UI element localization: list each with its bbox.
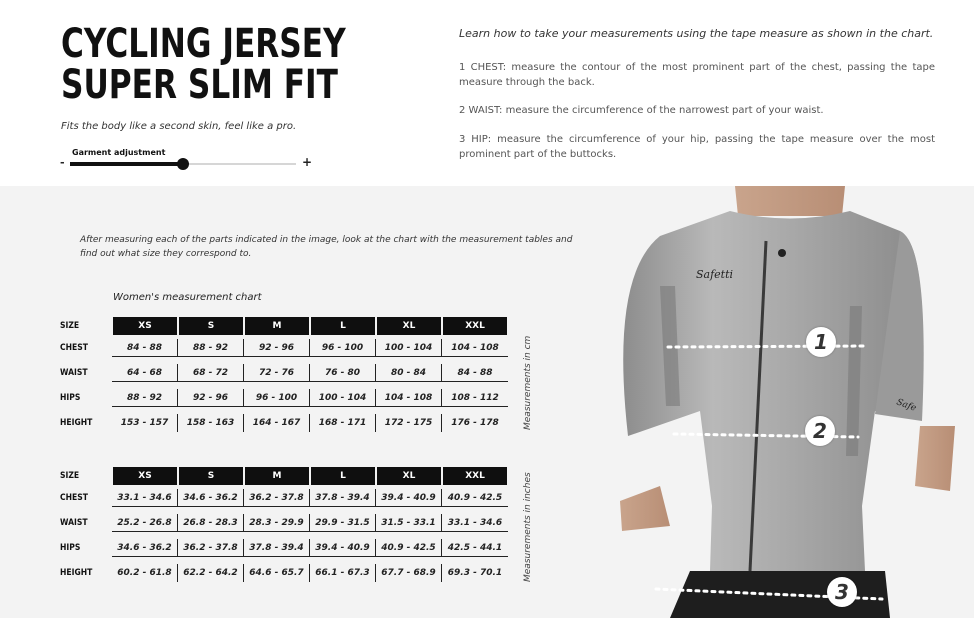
table-cell: 100 - 104 bbox=[310, 389, 376, 407]
row-label-chest: CHEST bbox=[60, 343, 88, 353]
table-cell: 158 - 163 bbox=[178, 414, 244, 432]
table-cell: 84 - 88 bbox=[442, 364, 508, 382]
table-cell: 33.1 - 34.6 bbox=[112, 489, 178, 507]
table-cell: 26.8 - 28.3 bbox=[178, 514, 244, 532]
table-cell: 92 - 96 bbox=[244, 339, 310, 357]
size-header-xl: XL bbox=[377, 317, 441, 335]
row-label-chest: CHEST bbox=[60, 493, 88, 503]
table-cell: 62.2 - 64.2 bbox=[178, 564, 244, 582]
right-forearm bbox=[915, 426, 955, 491]
model-photo bbox=[600, 186, 974, 618]
size-row-label: SIZE bbox=[60, 471, 80, 481]
size-header-xxl: XXL bbox=[443, 317, 507, 335]
table-cell: 84 - 88 bbox=[112, 339, 178, 357]
table-cell: 88 - 92 bbox=[178, 339, 244, 357]
title-line-1: CYCLING JERSEY bbox=[61, 21, 346, 67]
table-cell: 104 - 108 bbox=[442, 339, 508, 357]
table-cell: 96 - 100 bbox=[244, 389, 310, 407]
row-label-waist: WAIST bbox=[60, 368, 88, 378]
size-header-m: M bbox=[245, 467, 309, 485]
table-cell: 64 - 68 bbox=[112, 364, 178, 382]
unit-label-inches: Measurements in inches bbox=[523, 472, 533, 582]
table-cell: 37.8 - 39.4 bbox=[244, 539, 310, 557]
table-cell: 40.9 - 42.5 bbox=[442, 489, 508, 507]
table-cell: 172 - 175 bbox=[376, 414, 442, 432]
howto-title: Learn how to take your measurements using the tape measure as shown in the chart. bbox=[459, 27, 934, 40]
howto-hip: 3 HIP: measure the circumference of your hip, passing the tape measure over the most prominent part of the buttocks. bbox=[459, 134, 935, 160]
table-cell: 72 - 76 bbox=[244, 364, 310, 382]
size-header-s: S bbox=[179, 467, 243, 485]
instructions-text: After measuring each of the parts indicated in the image, look at the chart with the measurement tables and find out what size they correspond to. bbox=[80, 235, 573, 259]
size-header-m: M bbox=[245, 317, 309, 335]
subtitle: Fits the body like a second skin, feel like a pro. bbox=[61, 121, 297, 132]
page-title bbox=[61, 21, 346, 108]
row-label-hips: HIPS bbox=[60, 543, 81, 553]
size-header-xs: XS bbox=[113, 467, 177, 485]
marker-waist: 2 bbox=[805, 416, 835, 446]
table-cell: 69.3 - 70.1 bbox=[447, 568, 503, 578]
neck-shape bbox=[735, 186, 845, 216]
minus-icon: - bbox=[60, 156, 65, 169]
table-cell: 28.3 - 29.9 bbox=[244, 514, 310, 532]
table-cell: 39.4 - 40.9 bbox=[376, 489, 442, 507]
size-row-label: SIZE bbox=[60, 321, 80, 331]
size-header-l: L bbox=[311, 317, 375, 335]
model-illustration bbox=[600, 186, 974, 618]
table-cell: 88 - 92 bbox=[112, 389, 178, 407]
top-section bbox=[0, 0, 974, 186]
table-cell: 80 - 84 bbox=[376, 364, 442, 382]
table-cell: 36.2 - 37.8 bbox=[178, 539, 244, 557]
size-header-s: S bbox=[179, 317, 243, 335]
table-cell: 108 - 112 bbox=[442, 389, 508, 407]
size-header-xs: XS bbox=[113, 317, 177, 335]
row-label-height: HEIGHT bbox=[60, 418, 93, 428]
slider-knob[interactable] bbox=[177, 158, 189, 170]
table-cell: 92 - 96 bbox=[178, 389, 244, 407]
table-cell: 42.5 - 44.1 bbox=[442, 539, 508, 557]
size-header-xl: XL bbox=[377, 467, 441, 485]
table-cell: 60.2 - 61.8 bbox=[112, 564, 178, 582]
table-cell: 34.6 - 36.2 bbox=[178, 489, 244, 507]
table-cell: 66.1 - 67.3 bbox=[310, 564, 376, 582]
table-cell: 64.6 - 65.7 bbox=[244, 564, 310, 582]
table-cell: 153 - 157 bbox=[112, 414, 178, 432]
slider-fill bbox=[70, 162, 183, 166]
table-cell: 37.8 - 39.4 bbox=[310, 489, 376, 507]
size-header-l: L bbox=[311, 467, 375, 485]
chart-title: Women's measurement chart bbox=[113, 292, 262, 303]
table-cell: 67.7 - 68.9 bbox=[376, 564, 442, 582]
unit-label-cm: Measurements in cm bbox=[523, 335, 533, 430]
table-cell: 39.4 - 40.9 bbox=[310, 539, 376, 557]
marker-chest: 1 bbox=[806, 327, 836, 357]
row-label-hips: HIPS bbox=[60, 393, 81, 403]
table-cell: 76 - 80 bbox=[310, 364, 376, 382]
table-cell: 104 - 108 bbox=[376, 389, 442, 407]
table-cell: 100 - 104 bbox=[376, 339, 442, 357]
garment-adjustment-slider[interactable] bbox=[60, 157, 316, 171]
table-cell: 40.9 - 42.5 bbox=[376, 539, 442, 557]
plus-icon: + bbox=[302, 155, 313, 169]
marker-hip: 3 bbox=[827, 577, 857, 607]
brand-logo-sleeve: Safe bbox=[894, 397, 918, 414]
howto-waist: 2 WAIST: measure the circumference of the narrowest part of your waist. bbox=[459, 105, 824, 116]
table-cell: 29.9 - 31.5 bbox=[310, 514, 376, 532]
table-cell: 164 - 167 bbox=[244, 414, 310, 432]
garment-adjustment-label: Garment adjustment bbox=[72, 148, 166, 157]
row-label-waist: WAIST bbox=[60, 518, 88, 528]
table-cell: 25.2 - 26.8 bbox=[112, 514, 178, 532]
table-cell: 33.1 - 34.6 bbox=[442, 514, 508, 532]
row-label-height: HEIGHT bbox=[60, 568, 93, 578]
table-cell: 96 - 100 bbox=[310, 339, 376, 357]
brand-logo-chest: Safetti bbox=[696, 268, 734, 281]
table-cell: 31.5 - 33.1 bbox=[376, 514, 442, 532]
table-cell: 168 - 171 bbox=[310, 414, 376, 432]
collar-button bbox=[778, 249, 786, 257]
table-cell: 68 - 72 bbox=[178, 364, 244, 382]
size-header-xxl: XXL bbox=[443, 467, 507, 485]
title-line-2: SUPER SLIM FIT bbox=[61, 62, 338, 108]
table-cell: 34.6 - 36.2 bbox=[112, 539, 178, 557]
table-cell: 176 - 178 bbox=[451, 418, 499, 428]
howto-chest: 1 CHEST: measure the contour of the most prominent part of the chest, passing the tape measure through the back. bbox=[459, 62, 935, 88]
table-cell: 36.2 - 37.8 bbox=[244, 489, 310, 507]
